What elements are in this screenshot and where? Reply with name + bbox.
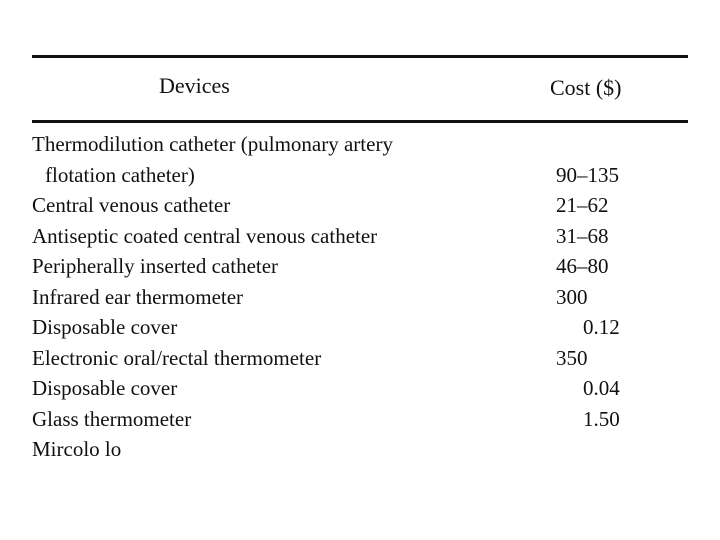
device-cell: Infrared ear thermometer [32,285,244,309]
table-row [32,254,688,284]
cost-cell: 90–135 [556,163,619,187]
table-row [32,407,688,437]
device-cell: flotation catheter) [45,163,195,187]
device-cell: Mircolo lo [32,437,122,461]
device-cell: Disposable cover [32,376,178,400]
table-row [32,224,688,254]
device-cell: Central venous catheter [32,193,231,217]
cost-cell: 0.12 [583,315,620,339]
table-row [32,346,688,376]
cost-cell: 21–62 [556,193,609,217]
cost-cell: 0.04 [583,376,620,400]
table-header [32,58,688,120]
cost-cell: 300 [556,285,588,309]
table-row-partial [32,437,688,467]
device-cell: Peripherally inserted catheter [32,254,279,278]
table-row [32,285,688,315]
devices-column-header: Devices [159,73,230,98]
device-cell: Antiseptic coated central venous catheter [32,224,378,248]
device-cell: Electronic oral/rectal thermometer [32,346,322,370]
cost-cell: 31–68 [556,224,609,248]
device-cost-table [32,55,688,461]
table-row [32,193,688,223]
table-row [32,163,688,193]
table-row [32,376,688,406]
cost-cell: 1.50 [583,407,620,431]
device-cell: Thermodilution catheter (pulmonary artery [32,132,393,156]
device-cell: Disposable cover [32,315,178,339]
cost-cell: 350 [556,346,588,370]
table-row [32,132,688,162]
cost-cell: 46–80 [556,254,609,278]
table-body [32,123,688,461]
table-row [32,315,688,345]
device-cell: Glass thermometer [32,407,192,431]
cost-column-header: Cost ($) [550,75,622,100]
